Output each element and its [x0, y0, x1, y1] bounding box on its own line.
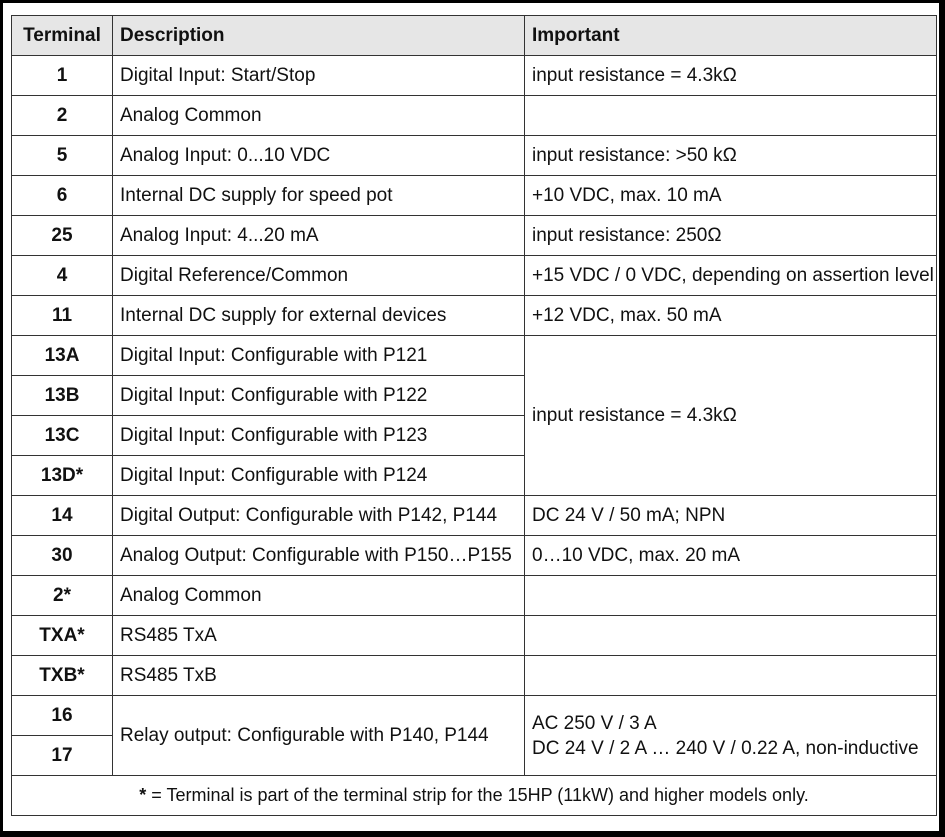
terminal-cell: 13B [12, 376, 113, 416]
header-row [12, 16, 937, 56]
important-cell: DC 24 V / 50 mA; NPN [525, 496, 937, 536]
footnote-text: = Terminal is part of the terminal strip for the 15HP (11kW) and higher models only. [146, 785, 809, 805]
important-cell: input resistance: 250Ω [525, 216, 937, 256]
table-row [12, 536, 937, 576]
important-cell [525, 656, 937, 696]
description-cell: RS485 TxA [113, 616, 525, 656]
description-cell: Analog Output: Configurable with P150…P155 [113, 536, 525, 576]
table-row [12, 496, 937, 536]
terminal-cell: 5 [12, 136, 113, 176]
description-cell: Digital Input: Configurable with P124 [113, 456, 525, 496]
table-row [12, 56, 937, 96]
important-cell-merged [525, 696, 937, 776]
table-row [12, 696, 937, 736]
description-cell: Digital Input: Start/Stop [113, 56, 525, 96]
relay-rating-ac: AC 250 V / 3 A [532, 712, 657, 734]
table-row [12, 616, 937, 656]
table-row [12, 296, 937, 336]
important-cell [525, 616, 937, 656]
terminal-cell: 13C [12, 416, 113, 456]
description-cell-merged: Relay output: Configurable with P140, P144 [113, 696, 525, 776]
table-row [12, 576, 937, 616]
description-cell: Digital Reference/Common [113, 256, 525, 296]
description-cell: Digital Input: Configurable with P122 [113, 376, 525, 416]
terminal-cell: 14 [12, 496, 113, 536]
important-cell: +10 VDC, max. 10 mA [525, 176, 937, 216]
table-row [12, 336, 937, 376]
footnote-cell [12, 776, 937, 816]
important-cell [525, 96, 937, 136]
description-cell: Analog Common [113, 96, 525, 136]
terminal-cell: 17 [12, 736, 113, 776]
important-cell: 0…10 VDC, max. 20 mA [525, 536, 937, 576]
terminal-cell: 4 [12, 256, 113, 296]
description-cell: Digital Input: Configurable with P121 [113, 336, 525, 376]
terminal-cell: 25 [12, 216, 113, 256]
description-cell: RS485 TxB [113, 656, 525, 696]
terminal-cell: 11 [12, 296, 113, 336]
footnote-star: * [139, 785, 147, 805]
important-cell-merged: input resistance = 4.3kΩ [525, 336, 937, 496]
terminal-cell: 30 [12, 536, 113, 576]
important-cell: +15 VDC / 0 VDC, depending on assertion level [525, 256, 937, 296]
description-cell: Analog Input: 0...10 VDC [113, 136, 525, 176]
header-terminal: Terminal [12, 16, 113, 56]
relay-rating-dc: DC 24 V / 2 A … 240 V / 0.22 A, non-inductive [532, 737, 919, 759]
terminal-cell: 2 [12, 96, 113, 136]
terminal-cell: 1 [12, 56, 113, 96]
table-row [12, 256, 937, 296]
terminal-cell: 16 [12, 696, 113, 736]
table-row [12, 216, 937, 256]
important-cell: input resistance = 4.3kΩ [525, 56, 937, 96]
terminal-cell: 2* [12, 576, 113, 616]
description-cell: Analog Input: 4...20 mA [113, 216, 525, 256]
description-cell: Internal DC supply for external devices [113, 296, 525, 336]
terminal-table [11, 15, 937, 816]
terminal-cell: 13D* [12, 456, 113, 496]
terminal-cell: TXA* [12, 616, 113, 656]
footnote-row [12, 776, 937, 816]
table-row [12, 96, 937, 136]
important-cell [525, 576, 937, 616]
terminal-cell: 13A [12, 336, 113, 376]
terminal-cell: TXB* [12, 656, 113, 696]
important-cell: +12 VDC, max. 50 mA [525, 296, 937, 336]
description-cell: Analog Common [113, 576, 525, 616]
description-cell: Digital Output: Configurable with P142, P144 [113, 496, 525, 536]
description-cell: Digital Input: Configurable with P123 [113, 416, 525, 456]
table-row [12, 136, 937, 176]
terminal-cell: 6 [12, 176, 113, 216]
table-row [12, 656, 937, 696]
header-important: Important [525, 16, 937, 56]
table-row [12, 176, 937, 216]
description-cell: Internal DC supply for speed pot [113, 176, 525, 216]
header-description: Description [113, 16, 525, 56]
important-cell: input resistance: >50 kΩ [525, 136, 937, 176]
